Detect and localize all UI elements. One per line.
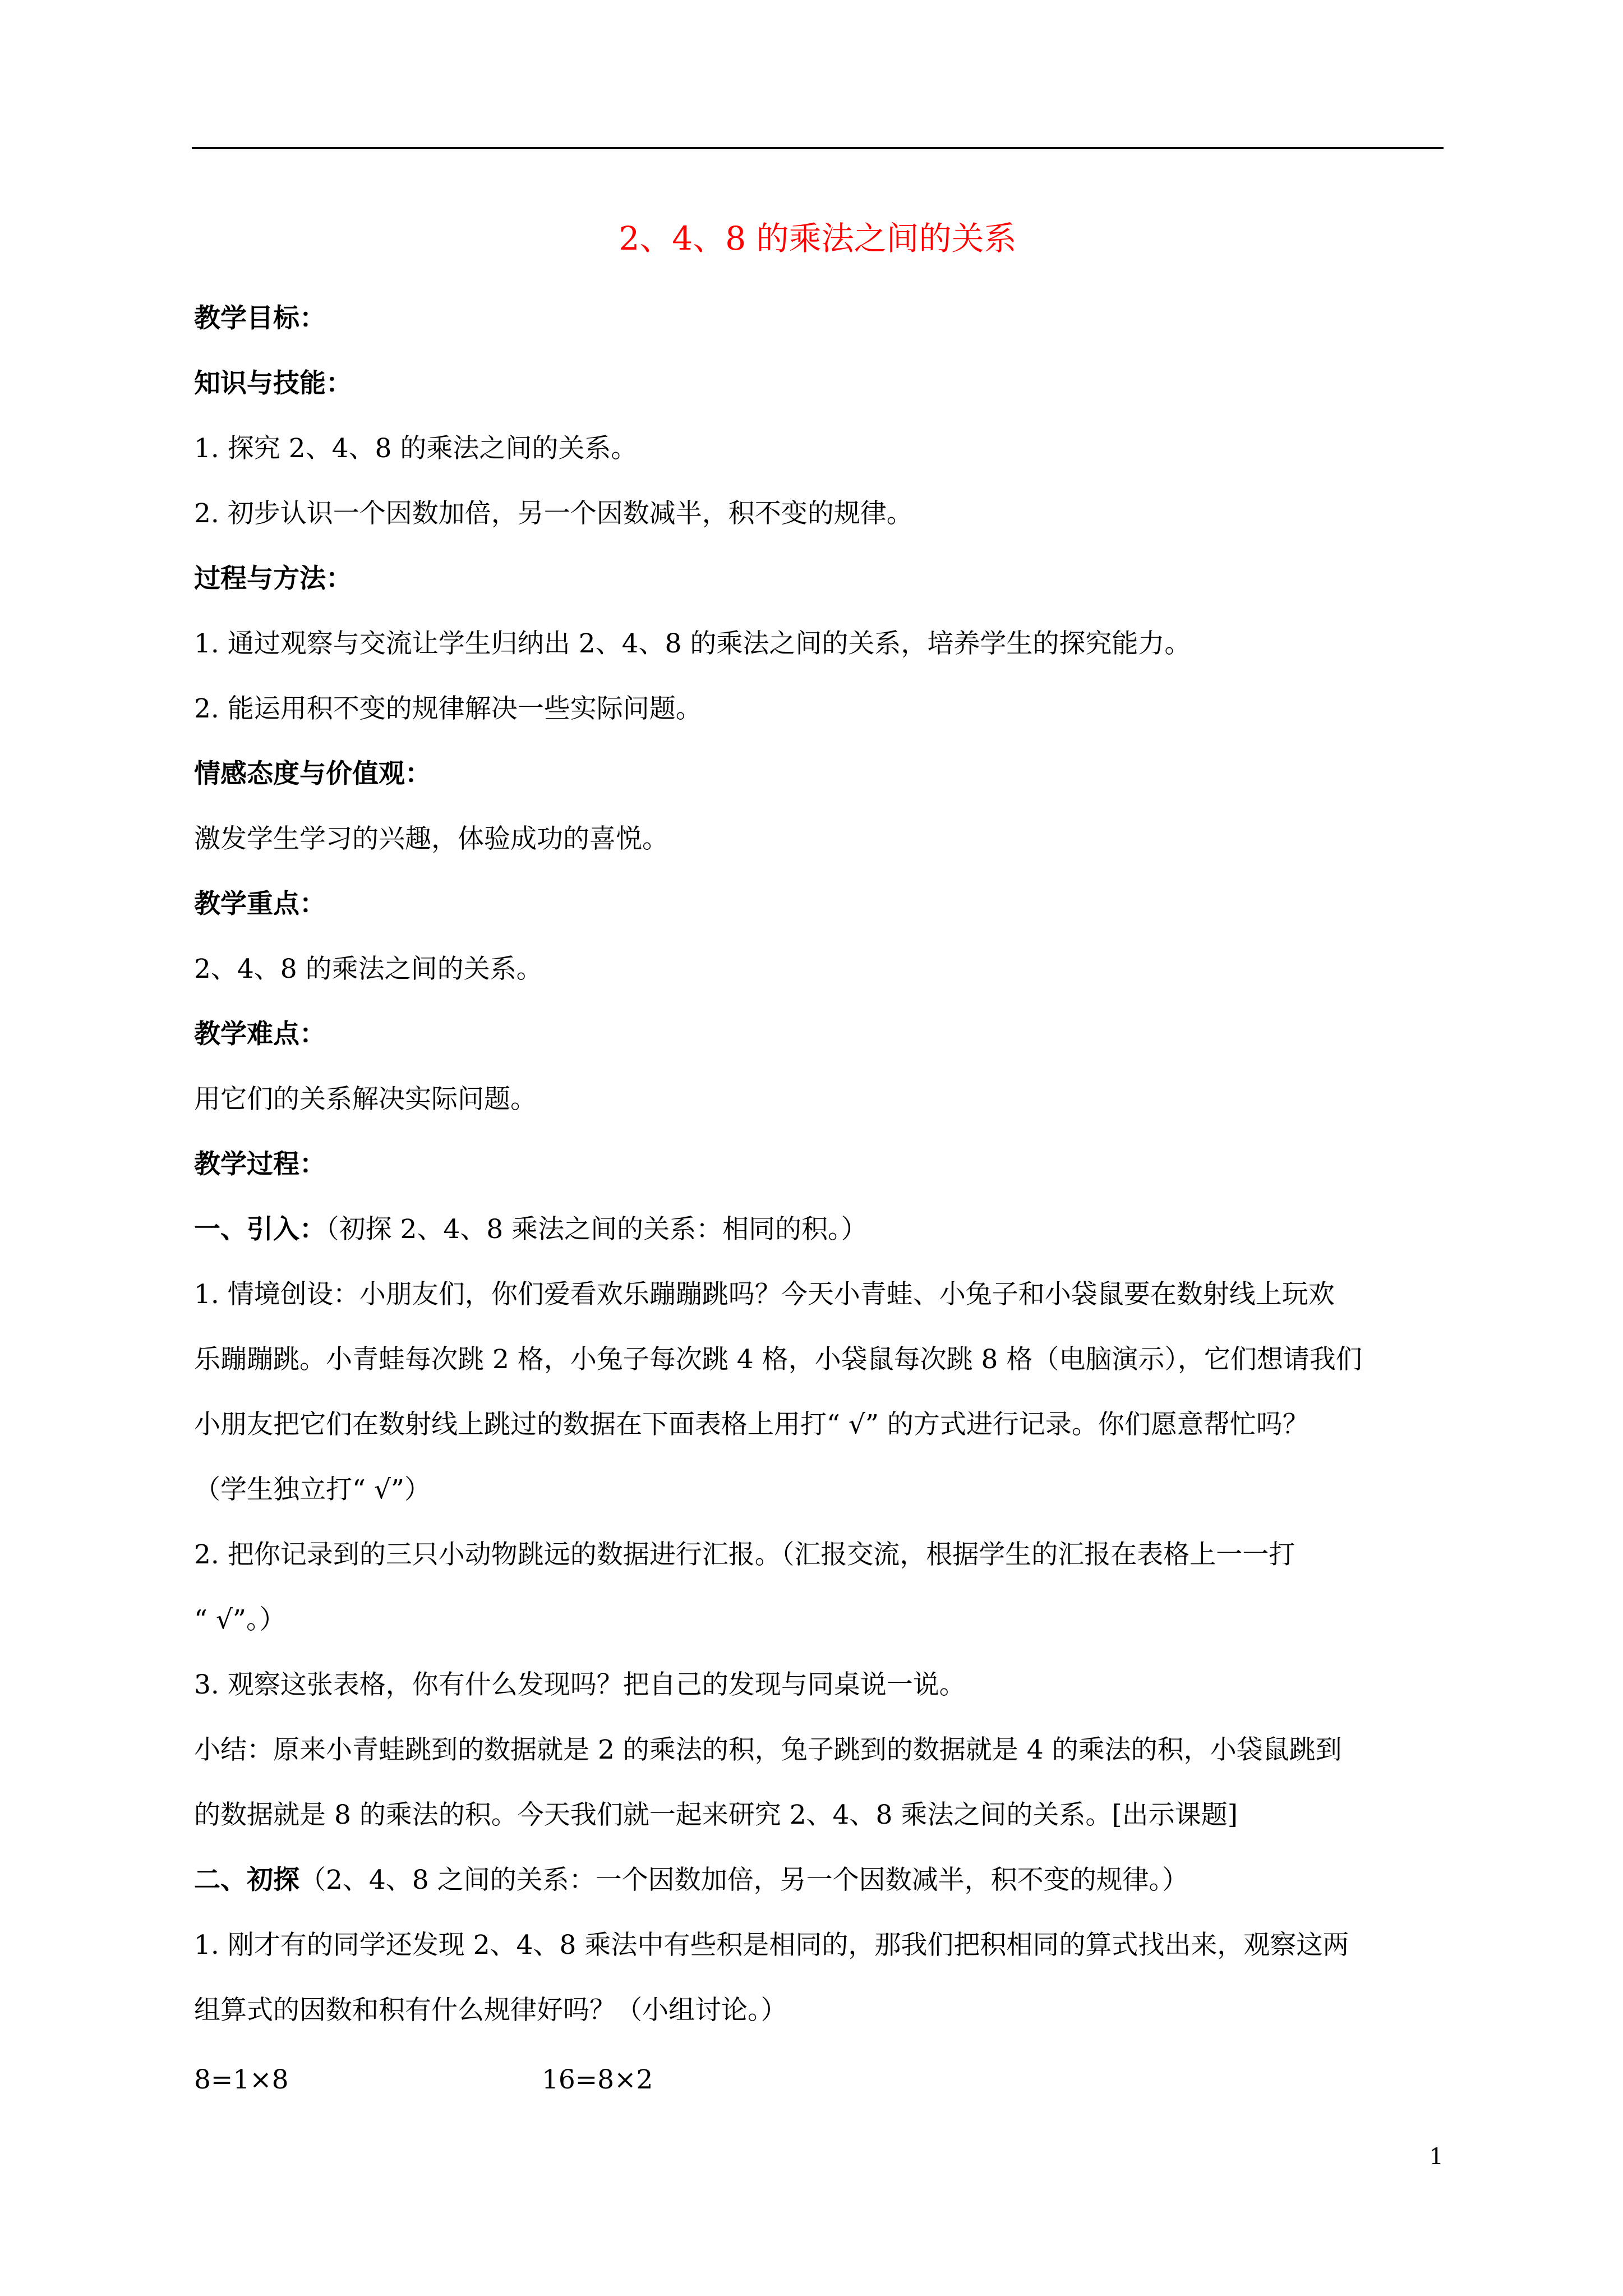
step-2-description: （2、4、8 之间的关系：一个因数加倍，另一个因数减半，积不变的规律。） bbox=[299, 1865, 1189, 1895]
step-1-item-1 bbox=[194, 1273, 1446, 1511]
summary-line-2: 的数据就是 8 的乘法的积。今天我们就一起来研究 2、4、8 乘法之间的关系。[出示课题] bbox=[194, 1800, 1238, 1830]
step-1-description: （初探 2、4、8 乘法之间的关系：相同的积。） bbox=[326, 1214, 868, 1245]
step-1-item-1-line-2: 乐蹦蹦跳。小青蛙每次跳 2 格，小兔子每次跳 4 格，小袋鼠每次跳 8 格（电脑演示），它们想请我们 bbox=[194, 1344, 1362, 1375]
document-body bbox=[194, 297, 1446, 2101]
objectives-heading: 教学目标： bbox=[194, 303, 326, 334]
process-item-2: 2. 能运用积不变的规律解决一些实际问题。 bbox=[194, 693, 702, 724]
process-heading: 过程与方法： bbox=[194, 563, 352, 594]
process-item-1: 1. 通过观察与交流让学生归纳出 2、4、8 的乘法之间的关系，培养学生的探究能力。 bbox=[194, 628, 1191, 659]
procedure-heading: 教学过程： bbox=[194, 1149, 326, 1180]
formula-2: 16=8×2 bbox=[542, 2064, 653, 2095]
knowledge-item-1: 1. 探究 2、4、8 的乘法之间的关系。 bbox=[194, 433, 638, 464]
page-title: 2、4、8 的乘法之间的关系 bbox=[619, 219, 1017, 257]
step-1-item-1-line-4: （学生独立打“ √”） bbox=[194, 1474, 431, 1505]
emotion-heading: 情感态度与价值观： bbox=[194, 758, 431, 789]
key-point-item: 2、4、8 的乘法之间的关系。 bbox=[194, 954, 543, 984]
difficulty-item: 用它们的关系解决实际问题。 bbox=[194, 1084, 537, 1115]
step-1-item-3: 3. 观察这张表格，你有什么发现吗？把自己的发现与同桌说一说。 bbox=[194, 1669, 966, 1700]
summary-line-1: 小结：原来小青蛙跳到的数据就是 2 的乘法的积，兔子跳到的数据就是 4 的乘法的积，小袋鼠跳到 bbox=[194, 1734, 1342, 1765]
step-2-item-1 bbox=[194, 1924, 1446, 2032]
header-rule bbox=[192, 147, 1444, 149]
formula-row bbox=[194, 2059, 1446, 2101]
step-1-item-2-line-2: “ √”。） bbox=[194, 1604, 286, 1635]
page-number: 1 bbox=[1429, 2144, 1444, 2170]
step-2-heading bbox=[194, 1859, 1446, 1902]
key-point-heading: 教学重点： bbox=[194, 889, 326, 919]
step-1-heading bbox=[194, 1208, 1446, 1251]
step-1-item-1-line-3: 小朋友把它们在数射线上跳过的数据在下面表格上用打“ √” 的方式进行记录。你们愿意帮忙吗？ bbox=[194, 1409, 1309, 1440]
knowledge-item-2: 2. 初步认识一个因数加倍，另一个因数减半，积不变的规律。 bbox=[194, 498, 913, 529]
step-1-item-1-line-1: 1. 情境创设：小朋友们，你们爱看欢乐蹦蹦跳吗？今天小青蛙、小兔子和小袋鼠要在数射线上玩欢 bbox=[194, 1279, 1335, 1310]
step-2-label: 二、初探 bbox=[194, 1865, 299, 1895]
summary bbox=[194, 1729, 1446, 1837]
step-2-item-1-line-2: 组算式的因数和积有什么规律好吗？（小组讨论。） bbox=[194, 1995, 787, 2026]
knowledge-heading: 知识与技能： bbox=[194, 368, 352, 399]
difficulty-heading: 教学难点： bbox=[194, 1019, 326, 1050]
step-1-item-2-line-1: 2. 把你记录到的三只小动物跳远的数据进行汇报。（汇报交流，根据学生的汇报在表格上一一打 bbox=[194, 1539, 1295, 1570]
step-1-label: 一、引入： bbox=[194, 1214, 326, 1245]
emotion-item-1: 激发学生学习的兴趣，体验成功的喜悦。 bbox=[194, 823, 668, 854]
formula-1: 8=1×8 bbox=[194, 2064, 289, 2095]
step-1-item-2 bbox=[194, 1534, 1446, 1641]
step-2-item-1-line-1: 1. 刚才有的同学还发现 2、4、8 乘法中有些积是相同的，那我们把积相同的算式找出来，观察这两 bbox=[194, 1930, 1349, 1961]
